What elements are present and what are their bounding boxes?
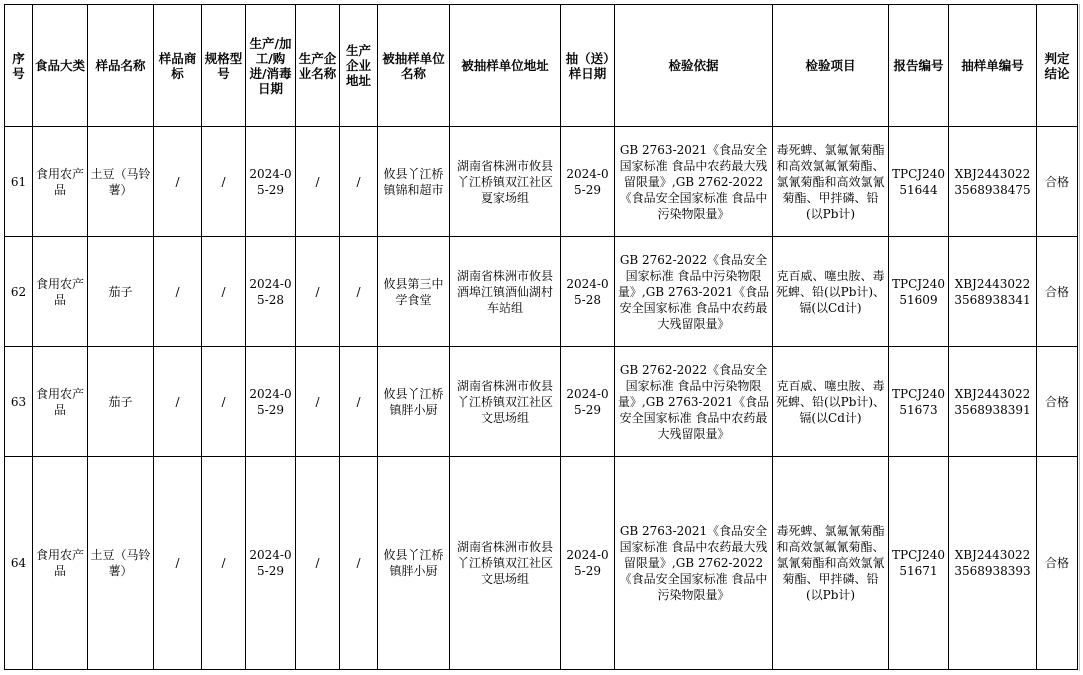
cell-unit: 攸县第三中学食堂: [378, 237, 450, 347]
cell-no: 61: [5, 127, 33, 237]
cell-maker: /: [296, 127, 340, 237]
col-header-unit-addr: 被抽样单位地址: [450, 5, 561, 127]
cell-basis: GB 2762-2022《食品安全国家标准 食品中污染物限量》,GB 2763-2021《食品安全国家标准 食品中农药最大残留限量》: [615, 237, 773, 347]
cell-name: 土豆（马铃薯）: [88, 457, 154, 670]
cell-items: 克百威、噻虫胺、毒死蜱、铅(以Pb计)、镉(以Cd计): [773, 237, 889, 347]
col-header-unit: 被抽样单位名称: [378, 5, 450, 127]
inspection-results-table: [4, 4, 1078, 670]
col-header-report: 报告编号: [889, 5, 949, 127]
cell-result: 合格: [1037, 347, 1078, 457]
cell-category: 食用农产品: [33, 347, 88, 457]
table-row: [5, 457, 1078, 670]
cell-name: 茄子: [88, 347, 154, 457]
cell-spec: /: [202, 237, 246, 347]
col-header-name: 样品名称: [88, 5, 154, 127]
table-row: [5, 237, 1078, 347]
cell-no: 63: [5, 347, 33, 457]
col-header-category: 食品大类: [33, 5, 88, 127]
col-header-sample-date: 抽（送）样日期: [561, 5, 615, 127]
cell-sample-date: 2024-05-29: [561, 457, 615, 670]
cell-report: TPCJ24051609: [889, 237, 949, 347]
cell-sheet: XBJ24430223568938393: [949, 457, 1037, 670]
cell-sheet: XBJ24430223568938341: [949, 237, 1037, 347]
cell-report: TPCJ24051673: [889, 347, 949, 457]
col-header-no: 序号: [5, 5, 33, 127]
cell-brand: /: [154, 457, 202, 670]
cell-items: 克百威、噻虫胺、毒死蜱、铅(以Pb计)、镉(以Cd计): [773, 347, 889, 457]
col-header-maker: 生产企业名称: [296, 5, 340, 127]
cell-result: 合格: [1037, 127, 1078, 237]
cell-spec: /: [202, 127, 246, 237]
col-header-basis: 检验依据: [615, 5, 773, 127]
cell-sample-date: 2024-05-29: [561, 347, 615, 457]
cell-unit-addr: 湖南省株洲市攸县丫江桥镇双江社区文思场组: [450, 457, 561, 670]
col-header-brand: 样品商标: [154, 5, 202, 127]
cell-unit: 攸县丫江桥镇锦和超市: [378, 127, 450, 237]
cell-name: 茄子: [88, 237, 154, 347]
cell-unit: 攸县丫江桥镇胖小厨: [378, 457, 450, 670]
cell-sheet: XBJ24430223568938391: [949, 347, 1037, 457]
cell-sheet: XBJ24430223568938475: [949, 127, 1037, 237]
cell-maker: /: [296, 347, 340, 457]
cell-unit-addr: 湖南省株洲市攸县丫江桥镇双江社区文思场组: [450, 347, 561, 457]
cell-name: 土豆（马铃薯）: [88, 127, 154, 237]
col-header-result: 判定结论: [1037, 5, 1078, 127]
cell-basis: GB 2763-2021《食品安全国家标准 食品中农药最大残留限量》,GB 2762-2022《食品安全国家标准 食品中污染物限量》: [615, 457, 773, 670]
cell-spec: /: [202, 457, 246, 670]
cell-prod-date: 2024-05-29: [246, 347, 296, 457]
cell-brand: /: [154, 347, 202, 457]
table-row: [5, 127, 1078, 237]
cell-category: 食用农产品: [33, 457, 88, 670]
table-header-row: [5, 5, 1078, 127]
cell-unit-addr: 湖南省株洲市攸县酒埠江镇酒仙湖村车站组: [450, 237, 561, 347]
cell-items: 毒死蜱、氯氟氰菊酯和高效氯氟氰菊酯、氯氰菊酯和高效氯氰菊酯、甲拌磷、铅(以Pb计): [773, 457, 889, 670]
col-header-maker-addr: 生产企业地址: [340, 5, 378, 127]
col-header-spec: 规格型号: [202, 5, 246, 127]
cell-items: 毒死蜱、氯氟氰菊酯和高效氯氟氰菊酯、氯氰菊酯和高效氯氰菊酯、甲拌磷、铅(以Pb计): [773, 127, 889, 237]
cell-result: 合格: [1037, 237, 1078, 347]
col-header-prod-date: 生产/加工/购进/消毒日期: [246, 5, 296, 127]
col-header-sheet: 抽样单编号: [949, 5, 1037, 127]
cell-result: 合格: [1037, 457, 1078, 670]
cell-basis: GB 2763-2021《食品安全国家标准 食品中农药最大残留限量》,GB 2762-2022《食品安全国家标准 食品中污染物限量》: [615, 127, 773, 237]
cell-maker-addr: /: [340, 127, 378, 237]
cell-no: 62: [5, 237, 33, 347]
cell-basis: GB 2762-2022《食品安全国家标准 食品中污染物限量》,GB 2763-2021《食品安全国家标准 食品中农药最大残留限量》: [615, 347, 773, 457]
cell-category: 食用农产品: [33, 237, 88, 347]
cell-report: TPCJ24051644: [889, 127, 949, 237]
cell-report: TPCJ24051671: [889, 457, 949, 670]
cell-maker-addr: /: [340, 237, 378, 347]
cell-maker-addr: /: [340, 347, 378, 457]
page-edge-divider: [1079, 4, 1080, 671]
cell-prod-date: 2024-05-29: [246, 457, 296, 670]
cell-prod-date: 2024-05-29: [246, 127, 296, 237]
cell-spec: /: [202, 347, 246, 457]
cell-brand: /: [154, 237, 202, 347]
cell-sample-date: 2024-05-29: [561, 127, 615, 237]
cell-maker: /: [296, 457, 340, 670]
cell-brand: /: [154, 127, 202, 237]
table-row: [5, 347, 1078, 457]
cell-no: 64: [5, 457, 33, 670]
cell-maker-addr: /: [340, 457, 378, 670]
cell-category: 食用农产品: [33, 127, 88, 237]
cell-maker: /: [296, 237, 340, 347]
col-header-items: 检验项目: [773, 5, 889, 127]
cell-prod-date: 2024-05-28: [246, 237, 296, 347]
cell-unit: 攸县丫江桥镇胖小厨: [378, 347, 450, 457]
cell-unit-addr: 湖南省株洲市攸县丫江桥镇双江社区夏家场组: [450, 127, 561, 237]
cell-sample-date: 2024-05-28: [561, 237, 615, 347]
